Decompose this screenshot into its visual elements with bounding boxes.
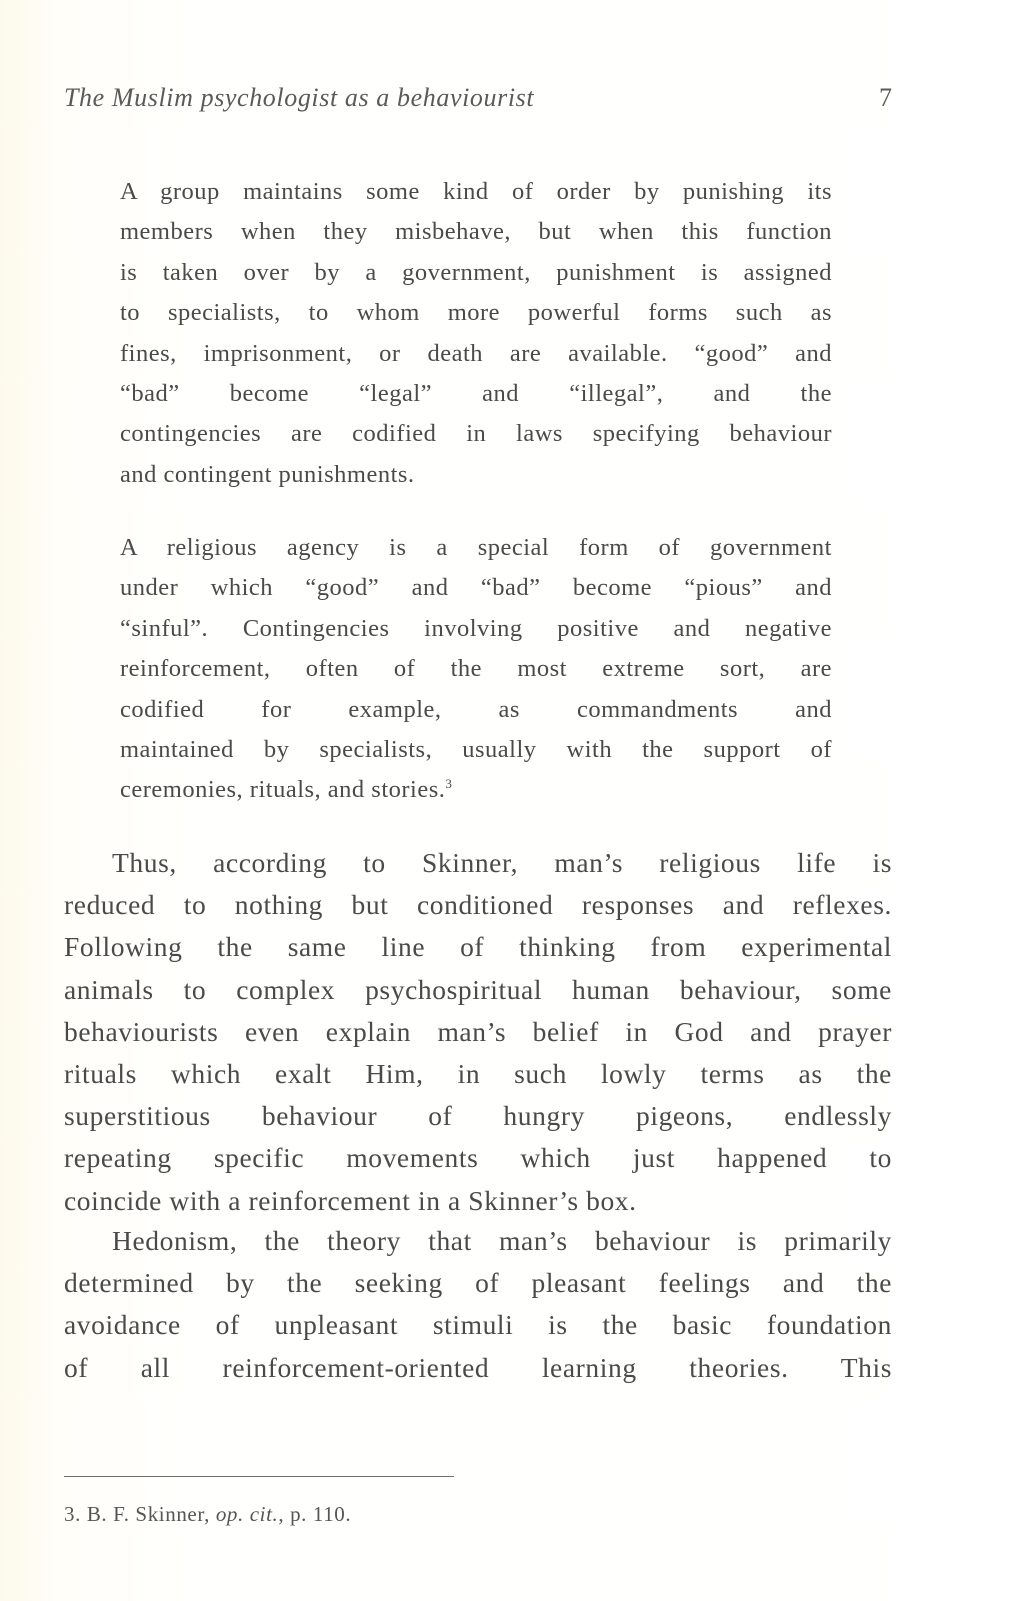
body-paragraph — [64, 1220, 892, 1389]
text-line: codified for example, as commandments and — [120, 695, 832, 723]
text-line: of all reinforcement-oriented learning theories. This — [64, 1351, 892, 1383]
text-line: Thus, according to Skinner, man’s religious life is — [112, 847, 892, 878]
footnote-divider — [64, 1476, 454, 1477]
text-line: superstitious behaviour of hungry pigeons, endlessly — [64, 1100, 892, 1132]
running-head — [64, 80, 892, 116]
text-line — [120, 770, 832, 810]
text-line: Following the same line of thinking from experimental — [64, 931, 892, 963]
text-line: “sinful”. Contingencies involving positive and negative — [120, 614, 832, 642]
text-line: coincide with a reinforcement in a Skinner’s box. — [64, 1184, 637, 1216]
text-line: and contingent punishments. — [120, 460, 415, 488]
text-line: reduced to nothing but conditioned responses and reflexes. — [64, 889, 892, 921]
text-line: reinforcement, often of the most extreme sort, are — [120, 655, 832, 683]
running-title: The Muslim psychologist as a behaviourist — [64, 83, 535, 112]
text-line: behaviourists even explain man’s belief in God and prayer — [64, 1015, 892, 1047]
text-line: to specialists, to whom more powerful forms such as — [120, 299, 832, 327]
text-line: is taken over by a government, punishment is assigned — [120, 258, 832, 286]
text-line: under which “good” and “bad” become “pious” and — [120, 574, 832, 602]
text-line: contingencies are codified in laws specifying behaviour — [120, 420, 832, 448]
text-line: fines, imprisonment, or death are available. “good” and — [120, 339, 832, 367]
text-line: members when they misbehave, but when this function — [120, 218, 832, 246]
text-line: A religious agency is a special form of government — [120, 534, 832, 561]
footnote-page: , p. 110. — [278, 1502, 352, 1526]
text-line: repeating specific movements which just happened to — [64, 1142, 892, 1174]
footnote — [64, 1498, 351, 1530]
page-number: 7 — [879, 83, 892, 112]
text-line: Hedonism, the theory that man’s behaviour is primarily — [112, 1225, 892, 1256]
text-line-content: ceremonies, rituals, and stories. — [120, 776, 446, 804]
text-line: maintained by specialists, usually with the support of — [120, 736, 832, 764]
text-line: rituals which exalt Him, in such lowly terms as the — [64, 1058, 892, 1090]
text-line: animals to complex psychospiritual human behaviour, some — [64, 973, 892, 1005]
block-quote — [120, 172, 832, 495]
footnote-work: op. cit. — [215, 1502, 279, 1526]
footnote-author: B. F. Skinner, — [86, 1502, 210, 1526]
text-line: “bad” become “legal” and “illegal”, and the — [120, 380, 832, 408]
text-line: avoidance of unpleasant stimuli is the basic foundation — [64, 1309, 892, 1341]
text-line: A group maintains some kind of order by punishing its — [120, 178, 832, 205]
footnote-reference[interactable]: 3 — [445, 776, 453, 792]
body-paragraph — [64, 842, 892, 1222]
block-quote — [120, 528, 832, 811]
text-line: determined by the seeking of pleasant feelings and the — [64, 1267, 892, 1299]
footnote-number: 3. — [64, 1502, 81, 1526]
